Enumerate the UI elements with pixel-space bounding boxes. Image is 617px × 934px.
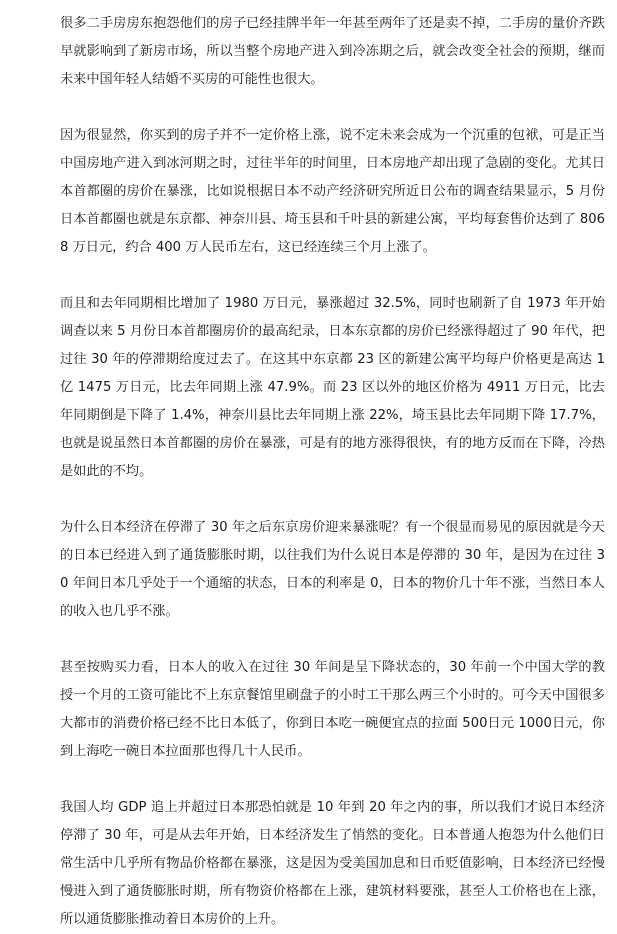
paragraph-1: 很多二手房房东抱怨他们的房子已经挂牌半年一年甚至两年了还是卖不掉，二手房的量价齐跌早就影响到了新房市场，所以当整个房地产进入到冷冻期之后，就会改变全社会的预期，继而未来中国年轻人结婚不买房的可能性也很大。 [60, 16, 605, 87]
paragraph-3: 而且和去年同期相比增加了 1980 万日元，暴涨超过 32.5%，同时也刷新了自 1973 年开始调查以来 5 月份日本首都圈房价的最高纪录，日本东京都的房价已经涨得超过了 90 年代，把过往 30 年的停滞期给度过去了。在这其中东京都 23 区的新建公寓平均每户价格更是高达 1 亿 1475 万日元，比去年同期上涨 47.9%。而 23 区以外的地区价格为 4911 万日元，比去年同期倒是下降了 1.4%，神奈川县比去年同期上涨 22%，埼玉县比去年同期下降 17.7%，也就是说虽然日本首都圈的房价在暴涨，可是有的地方涨得很快，有的地方反而在下降，冷热是如此的不均。 [60, 296, 605, 479]
article-body [60, 10, 605, 934]
paragraph-6: 我国人均 GDP 追上并超过日本那恐怕就是 10 年到 20 年之内的事，所以我们才说日本经济停滞了 30 年，可是从去年开始，日本经济发生了悄然的变化。日本普通人抱怨为什么他们日常生活中几乎所有物品价格都在暴涨，这是因为受美国加息和日币贬值影响，日本经济已经慢慢进入到了通货膨胀时期，所有物资价格都在上涨，建筑材料要涨，甚至人工价格也在上涨，所以通货膨胀推动着日本房价的上升。 [60, 800, 605, 927]
paragraph-5: 甚至按购买力看，日本人的收入在过往 30 年间是呈下降状态的，30 年前一个中国大学的教授一个月的工资可能比不上东京餐馆里刷盘子的小时工干那么两三个小时的。可今天中国很多大都市的消费价格已经不比日本低了，你到日本吃一碗便宜点的拉面 500日元 1000日元，你到上海吃一碗日本拉面那也得几十人民币。 [60, 660, 605, 759]
paragraph-4: 为什么日本经济在停滞了 30 年之后东京房价迎来暴涨呢？有一个很显而易见的原因就是今天的日本已经进入到了通货膨胀时期，以往我们为什么说日本是停滞的 30 年，是因为在过往 30 年间日本几乎处于一个通缩的状态，日本的利率是 0，日本的物价几十年不涨，当然日本人的收入也几乎不涨。 [60, 520, 605, 619]
paragraph-2: 因为很显然，你买到的房子并不一定价格上涨，说不定未来会成为一个沉重的包袱，可是正当中国房地产进入到冰河期之时，过往半年的时间里，日本房地产却出现了急剧的变化。尤其日本首都圈的房价在暴涨，比如说根据日本不动产经济研究所近日公布的调查结果显示，5 月份日本首都圈也就是东京都、神奈川县、埼玉县和千叶县的新建公寓，平均每套售价达到了 8068 万日元，约合 400 万人民币左右，这已经连续三个月上涨了。 [60, 128, 605, 255]
